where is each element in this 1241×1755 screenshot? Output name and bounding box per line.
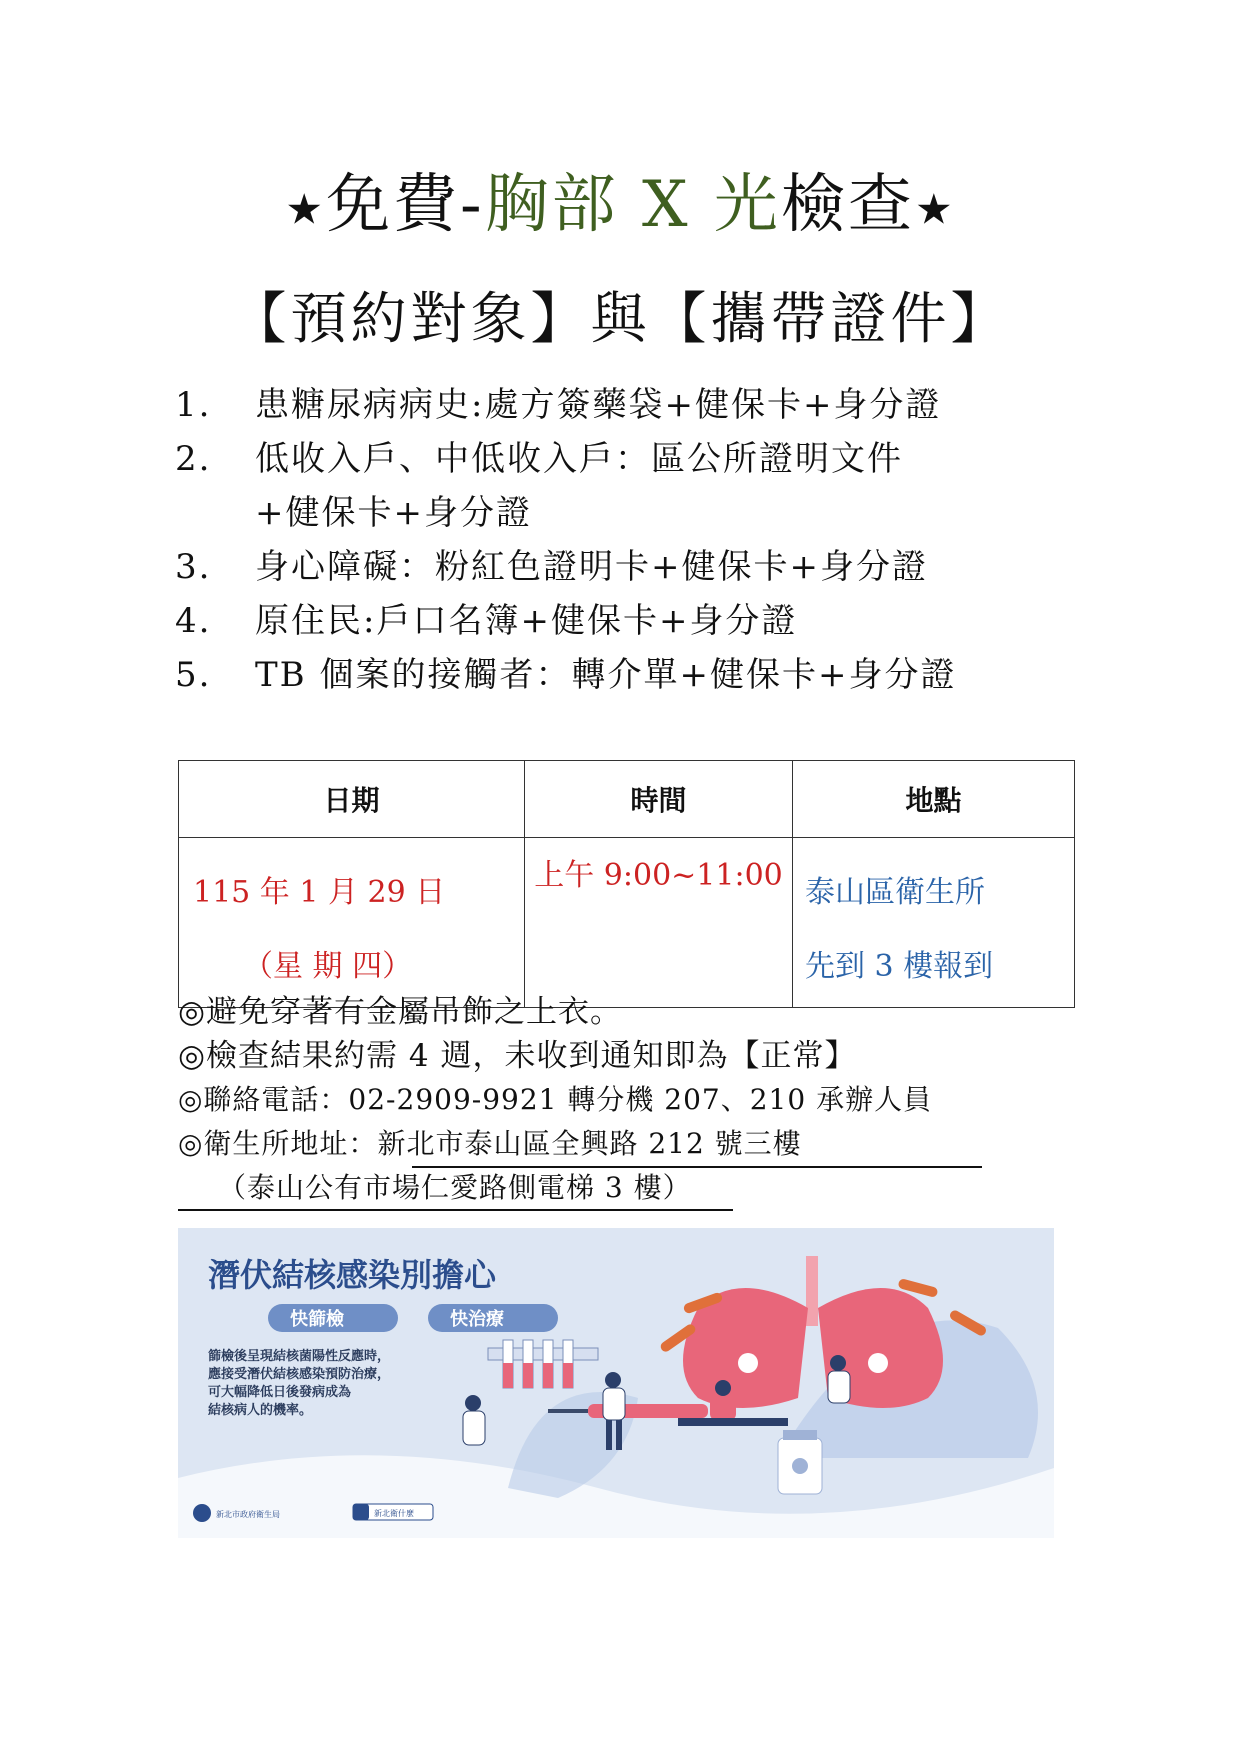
list-number: 5.	[175, 655, 212, 695]
time-value: 上午 9:00~11:00	[534, 858, 783, 893]
list-text: 患糖尿病病史:處方簽藥袋+健保卡+身分證	[255, 385, 942, 425]
place-note: 先到 3 樓報到	[805, 949, 994, 984]
pill-screening-label: 快篩檢	[290, 1309, 344, 1330]
requirements-list	[175, 378, 1075, 702]
star-icon: ★	[914, 184, 956, 234]
note-address	[178, 1122, 932, 1166]
star-icon: ★	[285, 184, 327, 234]
banner-body-line: 應接受潛伏結核感染預防治療，	[208, 1367, 391, 1382]
tb-banner	[178, 1228, 1054, 1538]
notes	[178, 990, 932, 1210]
title-prefix: 免費-	[326, 168, 485, 242]
list-text: TB 個案的接觸者：轉介單+健保卡+身分證	[255, 655, 957, 695]
date-value: 115 年 1 月 29 日	[193, 875, 446, 910]
list-number: 4.	[175, 601, 212, 641]
table-row	[179, 838, 1075, 1008]
pill-bottle-icon	[778, 1430, 822, 1494]
list-item	[175, 648, 1075, 702]
place-cell	[793, 838, 1075, 1008]
note-address-detail: （泰山公有市場仁愛路側電梯 3 樓）	[218, 1171, 692, 1204]
subtitle: 【預約對象】與【攜帶證件】	[230, 287, 1011, 352]
list-item	[175, 378, 1075, 432]
list-item	[175, 432, 1075, 486]
header-place: 地點	[793, 761, 1075, 838]
facebook-badge	[353, 1504, 433, 1520]
address-underline-2	[178, 1209, 733, 1211]
list-number: 2.	[175, 439, 212, 479]
schedule-table	[178, 760, 1075, 1008]
list-number: 1.	[175, 385, 212, 425]
facebook-label: 新北衛什麼	[374, 1509, 414, 1518]
address-underline	[412, 1166, 982, 1168]
table-header-row	[179, 761, 1075, 838]
note-jewelry: ◎避免穿著有金屬吊飾之上衣。	[178, 994, 623, 1030]
address-value: 新北市泰山區全興路 212 號三樓	[377, 1127, 802, 1160]
banner-body-line: 可大幅降低日後發病成為	[208, 1385, 352, 1400]
place-value: 泰山區衛生所	[805, 875, 985, 910]
banner-body-line: 結核病人的機率。	[208, 1403, 313, 1418]
time-cell	[525, 838, 793, 1008]
list-item	[175, 540, 1075, 594]
list-number: 3.	[175, 547, 212, 587]
title-highlight: 胸部 X 光	[484, 168, 781, 242]
weekday-value: （星 期 四）	[243, 949, 413, 984]
date-cell	[179, 838, 525, 1008]
pill-treatment-label: 快治療	[450, 1309, 504, 1330]
list-continuation: +健保卡+身分證	[255, 493, 532, 533]
list-text: 身心障礙：粉紅色證明卡+健保卡+身分證	[255, 547, 928, 587]
banner-title: 潛伏結核感染別擔心	[208, 1256, 497, 1294]
page-title	[0, 160, 1241, 255]
logo-label: 新北市政府衛生局	[216, 1510, 280, 1519]
header-date: 日期	[179, 761, 525, 838]
title-suffix: 檢查	[780, 168, 915, 242]
list-text: 低收入戶、中低收入戶：區公所證明文件	[255, 439, 903, 479]
banner-body-line: 篩檢後呈現結核菌陽性反應時，	[208, 1349, 391, 1364]
note-phone: ◎聯絡電話：02-2909-9921 轉分機 207、210 承辦人員	[178, 1083, 933, 1116]
note-results: ◎檢查結果約需 4 週，未收到通知即為【正常】	[178, 1038, 857, 1074]
address-label: ◎衛生所地址：	[178, 1127, 378, 1160]
list-item	[175, 594, 1075, 648]
header-time: 時間	[525, 761, 793, 838]
list-text: 原住民:戶口名簿+健保卡+身分證	[255, 601, 798, 641]
